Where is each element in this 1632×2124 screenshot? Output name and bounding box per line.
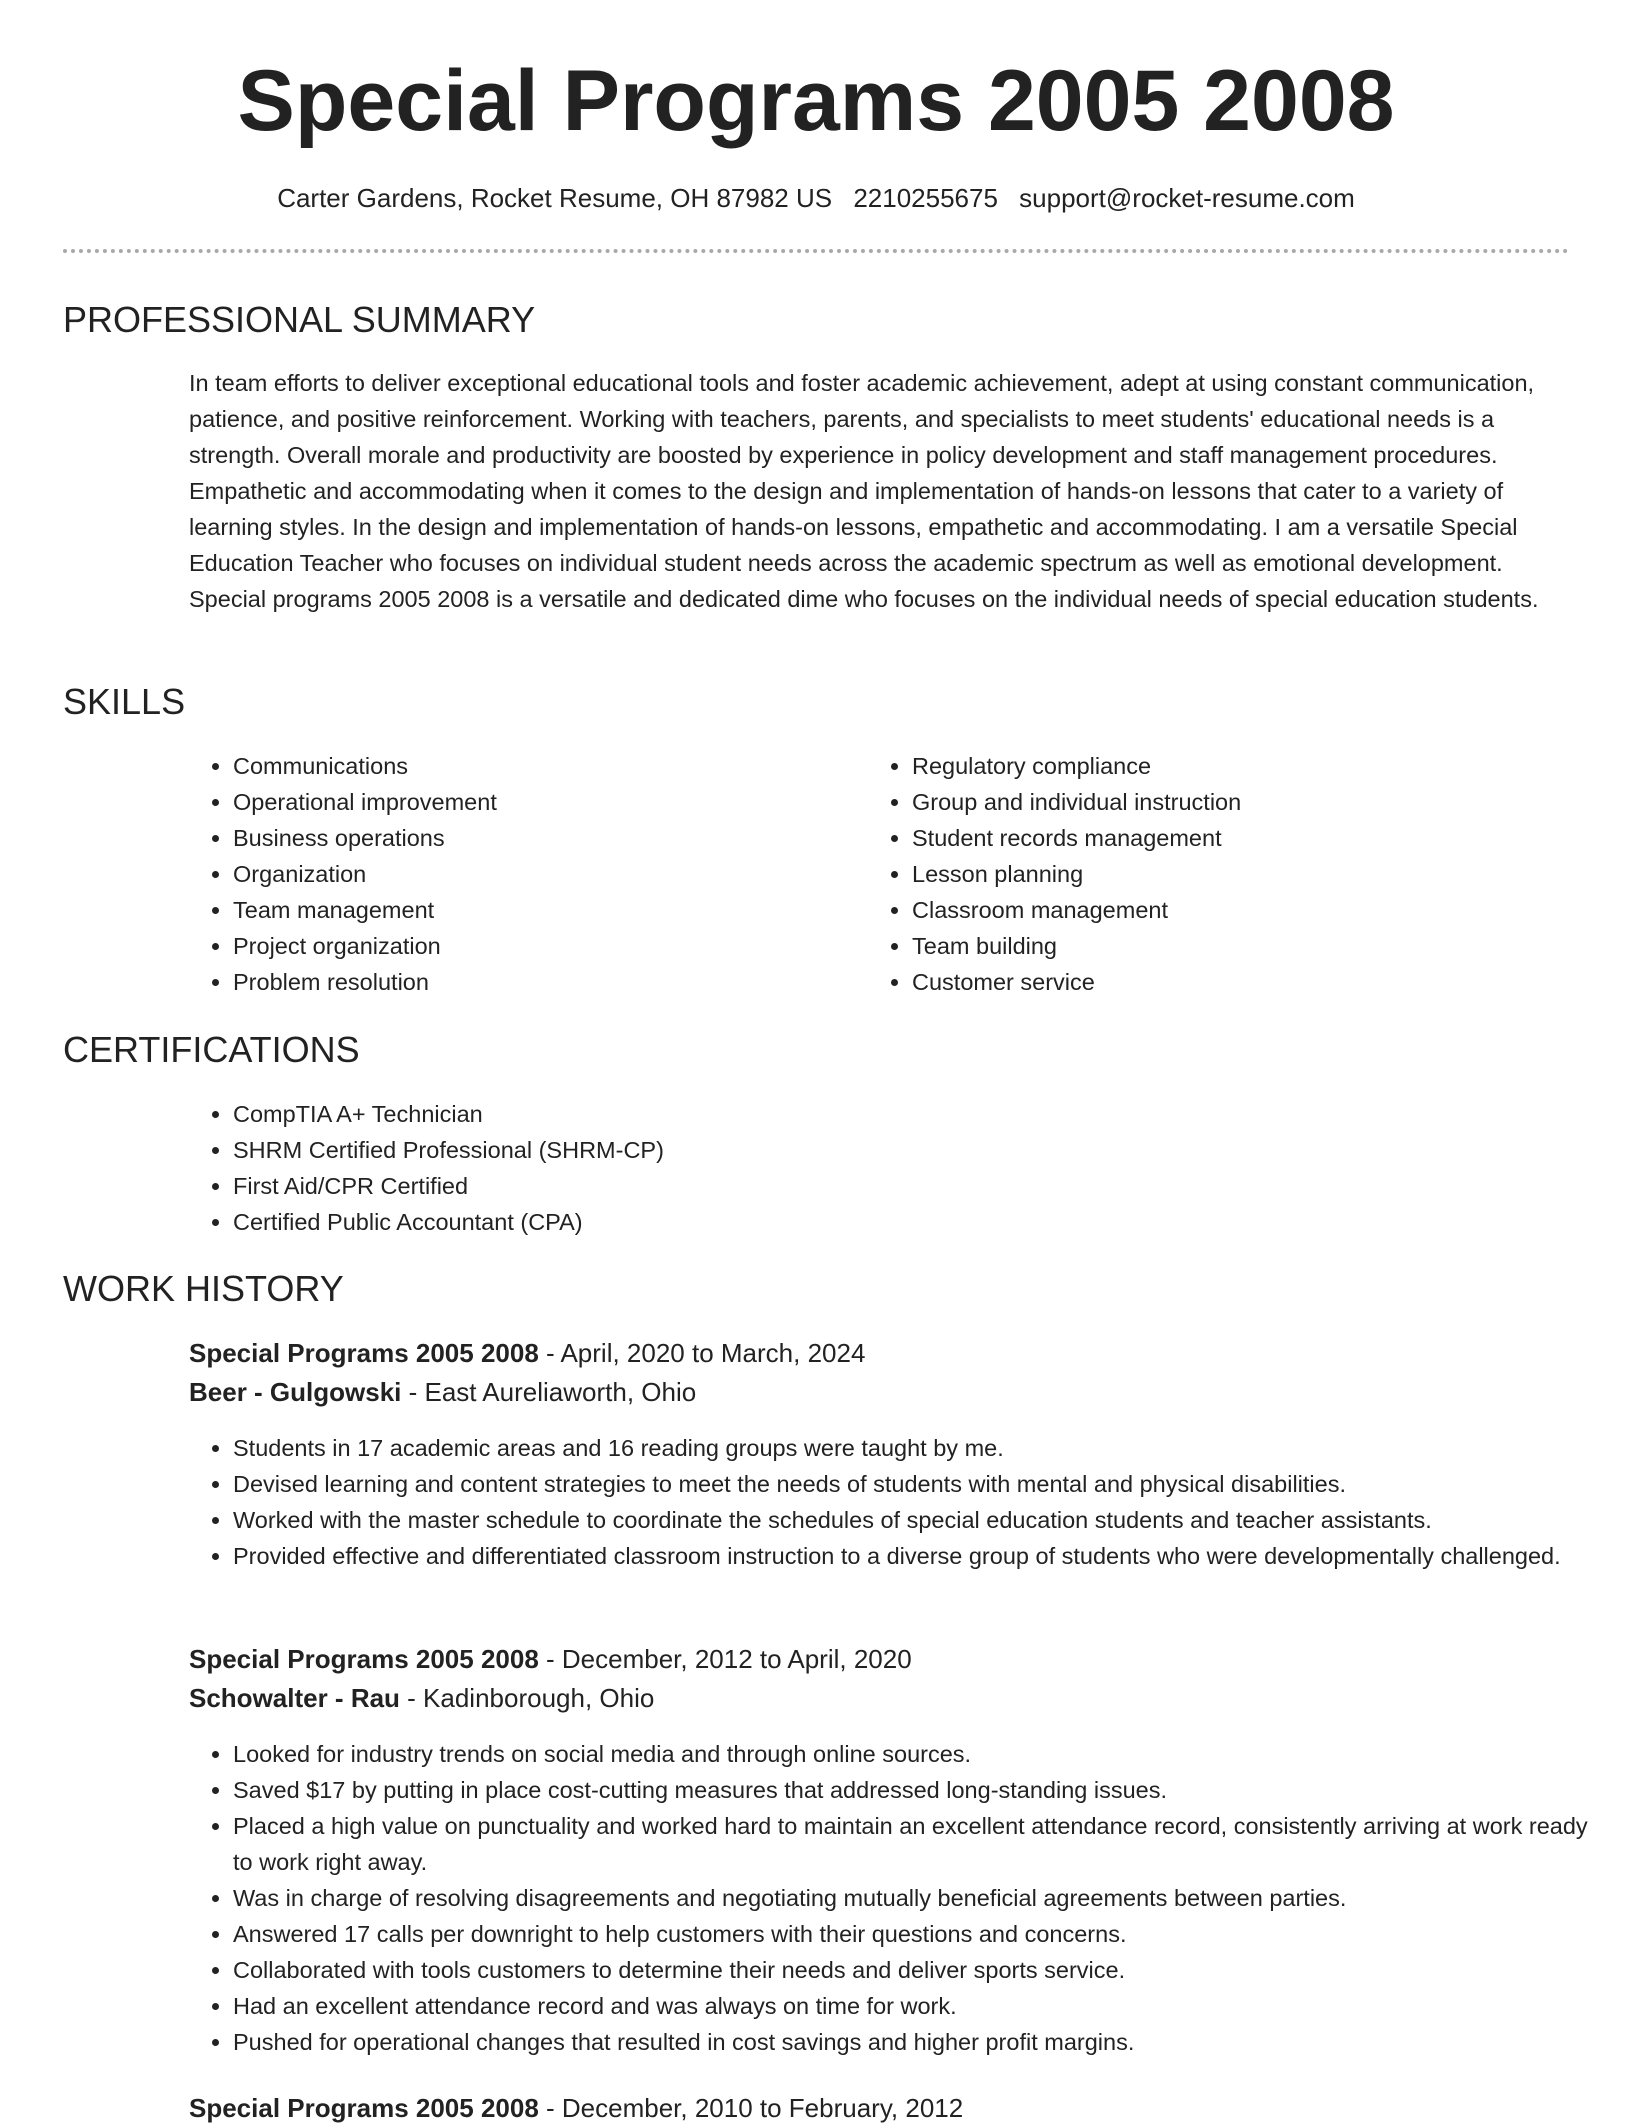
job-bullet: • Answered 17 calls per downright to help customers with their questions and concerns. [233, 1916, 1613, 1952]
summary-text: In team efforts to deliver exceptional educational tools and foster academic achievement, adept at using constant communication, patience, and positive reinforcement. Working with teachers, parents, and specialists to meet students' educational needs is a strength. Overall morale and productivity are boosted by experience in policy development and staff management procedures. Empathetic and accommodating when it comes to the design and implementation of hands-on lessons that cater to a variety of learning styles. In the design and implementation of hands-on lessons, empathetic and accommodating. I am a versatile Special Education Teacher who focuses on individual student needs across the academic spectrum as well as emotional development. Special programs 2005 2008 is a versatile and dedicated dime who focuses on the individual needs of special education students. [189, 370, 1539, 612]
skill-item: • Team management [233, 892, 883, 928]
certifications-list [189, 1096, 1533, 1240]
job-bullet: • Saved $17 by putting in place cost-cutting measures that addressed long-standing issues. [233, 1772, 1613, 1808]
job-dates: - December, 2012 to April, 2020 [538, 1644, 912, 1674]
job-dates: - December, 2010 to February, 2012 [538, 2093, 964, 2123]
summary-heading: PROFESSIONAL SUMMARY [63, 299, 536, 340]
job-bullet: • Students in 17 academic areas and 16 reading groups were taught by me. [233, 1430, 1613, 1466]
skill-item: • Project organization [233, 928, 883, 964]
contact-email: support@rocket-resume.com [1019, 183, 1355, 213]
contact-phone: 2210255675 [853, 183, 998, 213]
contact-line [0, 183, 1632, 214]
skills-list-right [868, 748, 1562, 1000]
job-title-line [189, 2093, 963, 2124]
job-company: Beer - Gulgowski [189, 1377, 402, 1407]
job-bullet: • Placed a high value on punctuality and worked hard to maintain an excellent attendance record, consistently arriving at work ready to work right away. [233, 1808, 1613, 1880]
skill-item: • Customer service [912, 964, 1562, 1000]
certification-item: • Certified Public Accountant (CPA) [233, 1204, 1533, 1240]
skill-item: • Team building [912, 928, 1562, 964]
skill-item: • Student records management [912, 820, 1562, 856]
skill-item: • Problem resolution [233, 964, 883, 1000]
job-title: Special Programs 2005 2008 [189, 1644, 539, 1674]
job-bullet: • Worked with the master schedule to coordinate the schedules of special education students and teacher assistants. [233, 1502, 1613, 1538]
job-bullet: • Had an excellent attendance record and was always on time for work. [233, 1988, 1613, 2024]
skill-item: • Classroom management [912, 892, 1562, 928]
job-bullet: • Collaborated with tools customers to determine their needs and deliver sports service. [233, 1952, 1613, 1988]
job-bullets [189, 1430, 1613, 1574]
job-bullet: • Pushed for operational changes that resulted in cost savings and higher profit margins. [233, 2024, 1613, 2060]
job-dates: - April, 2020 to March, 2024 [538, 1338, 866, 1368]
job-bullets [189, 1736, 1613, 2060]
certification-item: • CompTIA A+ Technician [233, 1096, 1533, 1132]
job-title-line [189, 1644, 912, 1675]
skill-item: • Lesson planning [912, 856, 1562, 892]
job-location: - East Aureliaworth, Ohio [401, 1377, 697, 1407]
skills-heading: SKILLS [63, 681, 186, 722]
job-company-line [189, 1377, 696, 1408]
skill-item: • Communications [233, 748, 883, 784]
job-bullet: • Devised learning and content strategies to meet the needs of students with mental and physical disabilities. [233, 1466, 1613, 1502]
job-title-line [189, 1338, 865, 1369]
header-divider [63, 249, 1569, 253]
job-bullet: • Provided effective and differentiated classroom instruction to a diverse group of students who were developmentally challenged. [233, 1538, 1613, 1574]
job-title: Special Programs 2005 2008 [189, 2093, 539, 2123]
skill-item: • Operational improvement [233, 784, 883, 820]
skill-item: • Group and individual instruction [912, 784, 1562, 820]
certification-item: • First Aid/CPR Certified [233, 1168, 1533, 1204]
job-bullet: • Was in charge of resolving disagreements and negotiating mutually beneficial agreements between parties. [233, 1880, 1613, 1916]
skill-item: • Regulatory compliance [912, 748, 1562, 784]
job-bullet: • Looked for industry trends on social media and through online sources. [233, 1736, 1613, 1772]
job-location: - Kadinborough, Ohio [399, 1683, 655, 1713]
resume-name: Special Programs 2005 2008 [237, 53, 1395, 149]
certification-item: • SHRM Certified Professional (SHRM-CP) [233, 1132, 1533, 1168]
skill-item: • Business operations [233, 820, 883, 856]
job-title: Special Programs 2005 2008 [189, 1338, 539, 1368]
certifications-heading: CERTIFICATIONS [63, 1029, 360, 1070]
work-history-heading: WORK HISTORY [63, 1268, 344, 1309]
job-company-line [189, 1683, 654, 1714]
skills-list-left [189, 748, 883, 1000]
skill-item: • Organization [233, 856, 883, 892]
job-company: Schowalter - Rau [189, 1683, 400, 1713]
contact-address: Carter Gardens, Rocket Resume, OH 87982 US [277, 183, 833, 213]
